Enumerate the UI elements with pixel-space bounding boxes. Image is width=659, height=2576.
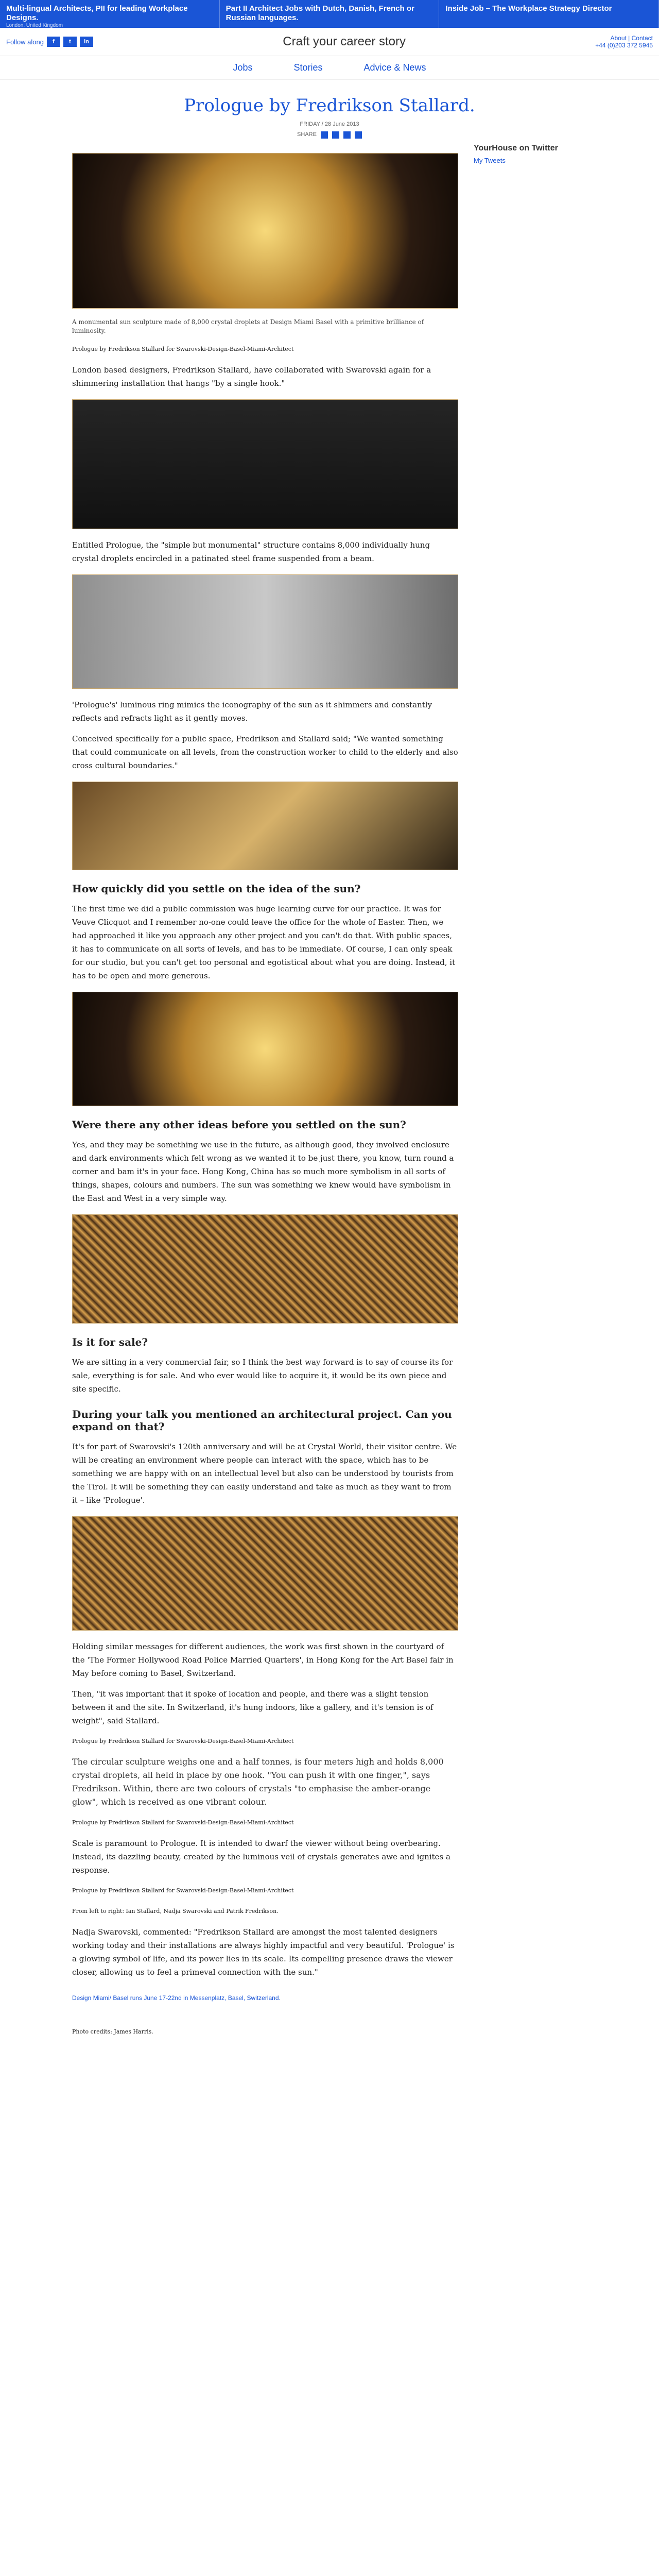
paragraph-3: 'Prologue's' luminous ring mimics the iconography of the sun as it shimmers and constantly reflects and refracts light as it gently moves. <box>72 700 432 723</box>
sidebar-title: YourHouse on Twitter <box>474 144 558 152</box>
paragraph-8: It's for part of Swarovski's 120th anniversary and will be at Crystal World, their visitor centre. We will be creating an environment where people can interact with the space, which has to be something we are happy with on an intellectual level but also can be understood by tourists from the Tirol. It will be something they can easily understand and take as much as they want to from it – like 'Prologue'. <box>72 1442 457 1505</box>
event-note: Design Miami/ Basel runs June 17-22nd in Messenplatz, Basel, Switzerland. <box>72 1994 281 2002</box>
installation-image-4 <box>72 992 458 1106</box>
question-3: Is it for sale? <box>72 1336 148 1348</box>
nav-stories[interactable]: Stories <box>293 62 323 73</box>
paragraph-13: From left to right: Ian Stallard, Nadja Swarovski and Patrik Fredrikson. <box>72 1908 279 1914</box>
installation-image-1 <box>72 399 458 529</box>
job-2[interactable]: Part II Architect Jobs with Dutch, Danish, French or Russian languages. <box>220 0 440 28</box>
question-4: During your talk you mentioned an architectural project. Can you expand on that? <box>72 1408 452 1433</box>
paragraph-14: Nadja Swarovski, commented: "Fredrikson Stallard are amongst the most talented designers working today and their installations are always highly impactful and very beautiful. 'Prologue' is a glowing symbol of life, and its power lies in its scale. Its compelling presence draws the viewer closer, allowing us to feel a primeval connection with the sun." <box>72 1927 455 1977</box>
share-pinterest-icon[interactable] <box>355 131 362 139</box>
hero-caption: A monumental sun sculpture made of 8,000 crystal droplets at Design Miami Basel with a primitive brilliance of luminosity. <box>72 318 424 334</box>
paragraph-1: London based designers, Fredrikson Stallard, have collaborated with Swarovski again for a shimmering installation that hangs "by a single hook." <box>72 365 431 388</box>
question-2: Were there any other ideas before you settled on the sun? <box>72 1118 406 1131</box>
nav-jobs[interactable]: Jobs <box>233 62 253 73</box>
paragraph-12: Scale is paramount to Prologue. It is intended to dwarf the viewer without being overbearing. Instead, its dazzling beauty, created by the luminous veil of crystals generates awe and ignites a response. <box>72 1839 450 1875</box>
image-credit-4: Prologue by Fredrikson Stallard for Swarovski-Design-Basel-Miami-Architect <box>72 1887 294 1894</box>
share-bar: SHARE <box>0 131 659 139</box>
share-facebook-icon[interactable] <box>343 131 351 139</box>
site-brand[interactable]: Craft your career story <box>283 35 406 48</box>
paragraph-4: Conceived specifically for a public space, Fredrikson and Stallard said; "We wanted something that could communicate on all levels, from the construction worker to child to the elderly and also cross cultural boundaries." <box>72 734 458 770</box>
sidebar-link[interactable]: My Tweets <box>474 157 506 164</box>
installation-image-3 <box>72 782 458 870</box>
hero-image <box>72 153 458 309</box>
paragraph-10: Then, "it was important that it spoke of location and people, and there was a slight tension between it and the site. In Switzerland, it's hung indoors, like a gallery, and it's tension is of weight", said Stallard. <box>72 1689 433 1725</box>
image-credit-1: Prologue by Fredrikson Stallard for Swarovski-Design-Basel-Miami-Architect <box>72 346 294 352</box>
installation-image-2 <box>72 574 458 689</box>
installation-image-6 <box>72 1516 458 1631</box>
twitter-icon[interactable]: t <box>63 37 77 47</box>
question-1: How quickly did you settle on the idea of the sun? <box>72 883 361 895</box>
paragraph-9: Holding similar messages for different audiences, the work was first shown in the courtyard of the 'The Former Hollywood Road Police Married Quarters', in Hong Kong for the Art Basel fair in May before coming to Basel, Switzerland. <box>72 1642 454 1678</box>
utility-links[interactable]: About | Contact +44 (0)203 372 5945 <box>595 35 653 49</box>
job-1[interactable]: Multi-lingual Architects, PII for leading Workplace Designs. London, United Kingdom <box>0 0 220 28</box>
article-title: Prologue by Fredrikson Stallard. <box>184 95 475 116</box>
job-3[interactable]: Inside Job – The Workplace Strategy Director <box>439 0 659 28</box>
image-credit-3: Prologue by Fredrikson Stallard for Swarovski-Design-Basel-Miami-Architect <box>72 1819 294 1826</box>
paragraph-5: The first time we did a public commission was huge learning curve for our practice. It was for Veuve Clicquot and I remember no-one could leave the office for the whole of Easter. Then, we had approached it like you approach any other project and you can't do that. With public spaces, it has to communicate on all sorts of levels, and has to be immediate. Of course, I can only speak for our studio, but you can't get too personal and egotistical about what you are doing. Instead, it has to be open and more generous. <box>72 904 456 980</box>
nav-advice[interactable]: Advice & News <box>363 62 426 73</box>
main-nav <box>0 56 659 80</box>
paragraph-11: The circular sculpture weighs one and a half tonnes, is four meters high and holds 8,000 crystal droplets, all held in place by one hook. "You can push it with one finger,", says Fredrikson. Within, there are two colours of crystals "to emphasise the amber-orange glow", which is received as one vibrant colour. <box>72 1757 444 1807</box>
share-email-icon[interactable] <box>321 131 328 139</box>
paragraph-6: Yes, and they may be something we use in the future, as although good, they involved enclosure and dark environments which felt wrong as we wanted it to be just there, you know, turn round a corner and bam it's in your face. Hong Kong, China has so much more symbolism in all sorts of things, shapes, colours and numbers. The sun was something we knew would have symbolism in the East and West in a very simple way. <box>72 1140 454 1203</box>
paragraph-2: Entitled Prologue, the "simple but monumental" structure contains 8,000 individually hung crystal droplets encircled in a patinated steel frame suspended from a beam. <box>72 540 430 563</box>
share-twitter-icon[interactable] <box>332 131 339 139</box>
image-credit-2: Prologue by Fredrikson Stallard for Swarovski-Design-Basel-Miami-Architect <box>72 1738 294 1744</box>
photo-credits: Photo credits: James Harris. <box>72 2028 153 2035</box>
facebook-icon[interactable]: f <box>47 37 60 47</box>
linkedin-icon[interactable]: in <box>80 37 93 47</box>
article-meta: FRIDAY / 28 June 2013 <box>300 121 359 127</box>
follow-area: Follow along f t in <box>0 37 93 47</box>
installation-image-5 <box>72 1214 458 1324</box>
paragraph-7: We are sitting in a very commercial fair, so I think the best way forward is to say of course its for sale, everything is for sale. And who ever would like to acquire it, it would be its own piece and site specific. <box>72 1358 453 1394</box>
